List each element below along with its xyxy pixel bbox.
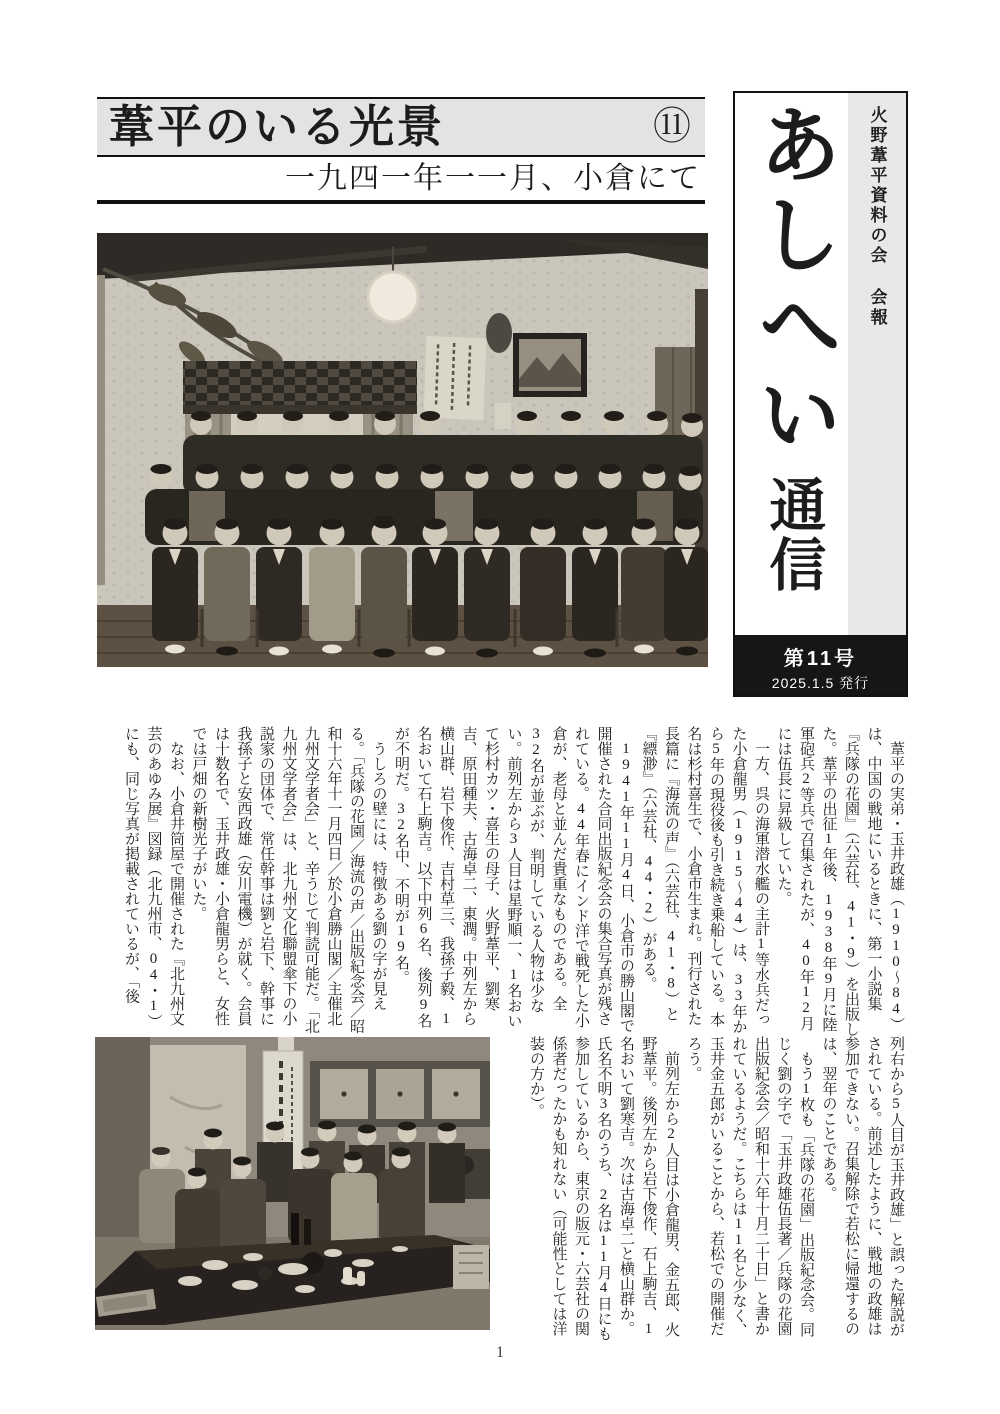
wall-picture-frame xyxy=(513,333,587,397)
article-paragraph: もう1枚も「兵隊の花園」出版紀念会。同じく劉の字で「玉井政雄伍長著／兵隊の花園出版紀念会／昭和十六年十月二十日」と書かれているようだ。こちらは11名と少なく、玉井金五郎がいることから、若松での開催だろう。 xyxy=(685,1036,814,1338)
article-continuation xyxy=(511,1036,907,1350)
page-title: 葦平のいる光景 xyxy=(109,101,446,152)
article-paragraph: 列右から5人目が玉井政雄」と誤った解説がされている。前述したように、戦地の政雄は参加できない。召集解除で若松に帰還するのは、翌年のことである。 xyxy=(820,1036,904,1337)
group-photo-bottom-graphic xyxy=(95,1037,490,1330)
wall-cabinets xyxy=(310,1061,490,1127)
article-paragraph: 葦平の実弟・玉井政雄（1910～84）は、中国の戦地にいるときに、第一小説集『兵隊の花園』（六芸社、41・9）を出版した。葦平の出征1年後、1938年9月に陸軍砲兵2等兵で召集されたが、40年12月には伍長に昇級していた。 xyxy=(775,726,904,1037)
article-paragraph: なお、小倉井筒屋で開催された『北九州文芸のあゆみ展』図録（北九州市、04・1）にも、同じ写真が掲載されているが、「後 xyxy=(123,726,184,1029)
article-paragraph: 1941年11月4日、小倉市の勝山閣で開催された合同出版紀念会の集合写真が残されている。44年春にインド洋で戦死した小倉が、老母と並んだ貴重なものである。全32名が並ぶが、判明している人物は少ない。前列左から3人目は星野順一、1名おいて杉村カツ・喜生の母子、火野葦平、劉寒吉、原田種夫、古海卓二、東潤。中列左から横山群、岩下俊作、吉村草三、我孫子毅、1名おいて石上駒吉。以下中列6名、後列9名が不明だ。32名中、不明が19名。 xyxy=(393,726,634,1033)
masthead-title-script: あしへい xyxy=(745,101,839,461)
masthead-issue-bar xyxy=(735,635,906,695)
front-row-bodies xyxy=(152,547,708,641)
masthead-title xyxy=(735,93,848,635)
publish-date: 2025.1.5 発行 xyxy=(771,675,870,691)
subtitle-row xyxy=(97,159,705,204)
article-main xyxy=(95,726,907,1038)
article-paragraph: 一方、呉の海軍潜水艦の主計1等水兵だった小倉龍男（1915～44）は、33年から5年の現役後も引き続き乗船している。本名は杉村喜生で、小倉市生まれ。刊行された長篇に『海流の声』（六芸社、41・8）と『縹渺』（六芸社、44・2）がある。 xyxy=(640,726,769,1034)
group-photo-katsuyamakaku-1941 xyxy=(97,233,708,667)
calligraphy-sheet xyxy=(424,336,487,420)
article-subtitle: 一九四一年一一月、小倉にて xyxy=(285,162,701,195)
series-number-badge: ⑪ xyxy=(652,106,691,148)
page-number: 1 xyxy=(496,1344,504,1361)
masthead-org-label: 火野葦平資料の会 会報 xyxy=(867,106,887,328)
article-title-bar xyxy=(97,97,705,157)
masthead-org-strip xyxy=(848,93,906,635)
article-paragraph: うしろの壁には、特徴ある劉の字が見える。「兵隊の花園／海流の声／出版紀念会／昭和十六年十一月四日／於小倉勝山閣／主催北九州文学者会」と、辛うじて判読可能だ。「北九州文学者会」は、北九州文化聯盟傘下の小説家の団体で、常任幹事は劉と岩下、幹事に我孫子と安西政雄（安川電機）が就く。会員は十数名で、玉井政雄・小倉龍男らと、女性では戸畑の新樹光子がいた。 xyxy=(190,726,387,1034)
masthead xyxy=(733,91,908,697)
issue-number: 第11号 xyxy=(783,648,858,670)
article-paragraph: 前列左から2人目は小倉龍男、金五郎、火野葦平。後列左から岩下俊作、石上駒吉、1名おいて劉寒吉。次は古海卓二と横山群か。氏名不明3名のうち、2名は11月4日にも参加しているから、東京の版元・六芸社の関係者だったかも知れない（可能性としては洋装の方か）。 xyxy=(528,1036,679,1341)
masthead-title-suffix: 通信 xyxy=(760,475,824,595)
group-photo-top-graphic xyxy=(97,233,708,667)
group-photo-hanazono-kinenkai xyxy=(95,1037,490,1330)
